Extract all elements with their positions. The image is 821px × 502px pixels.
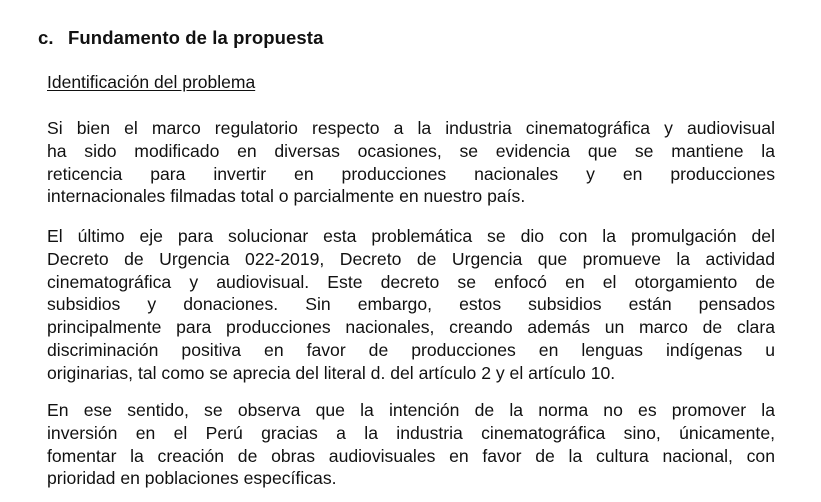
paragraph-line: prioridad en poblaciones específicas. <box>47 468 337 489</box>
paragraph-line: originarias, tal como se aprecia del literal d. del artículo 2 y el artículo 10. <box>47 362 616 383</box>
paragraph-line: reticencia para invertir en producciones nacionales y en producciones <box>47 163 775 184</box>
paragraph-line: subsidios y donaciones. Sin embargo, estos subsidios están pensados <box>47 294 775 315</box>
paragraph-line: ha sido modificado en diversas ocasiones, se evidencia que se mantiene la <box>47 140 775 161</box>
paragraph-line: Decreto de Urgencia 022-2019, Decreto de Urgencia que promueve la actividad <box>47 248 775 269</box>
section-letter: c. <box>38 27 54 48</box>
paragraph-line: En ese sentido, se observa que la intención de la norma no es promover la <box>47 400 775 420</box>
paragraph-line: El último eje para solucionar esta problemática se dio con la promulgación del <box>47 226 775 246</box>
paragraph-line: discriminación positiva en favor de producciones en lenguas indígenas u <box>47 339 775 360</box>
paragraph-line: cinematográfica y audiovisual. Este decreto se enfocó en el otorgamiento de <box>47 271 775 292</box>
paragraph <box>47 117 775 208</box>
paragraph <box>47 225 775 385</box>
section-heading <box>38 27 323 49</box>
paragraph-line: inversión en el Perú gracias a la industria cinematográfica sino, únicamente, <box>47 422 775 443</box>
section-title: Fundamento de la propuesta <box>68 27 324 48</box>
paragraph-line: Si bien el marco regulatorio respecto a la industria cinematográfica y audiovisual <box>47 118 775 138</box>
subheading: Identificación del problema <box>47 72 256 92</box>
paragraph-line: internacionales filmadas total o parcialmente en nuestro país. <box>47 186 526 207</box>
paragraph-line: fomentar la creación de obras audiovisuales en favor de la cultura nacional, con <box>47 445 775 466</box>
paragraph-line: principalmente para producciones nacionales, creando además un marco de clara <box>47 317 775 338</box>
paragraph <box>47 399 775 490</box>
